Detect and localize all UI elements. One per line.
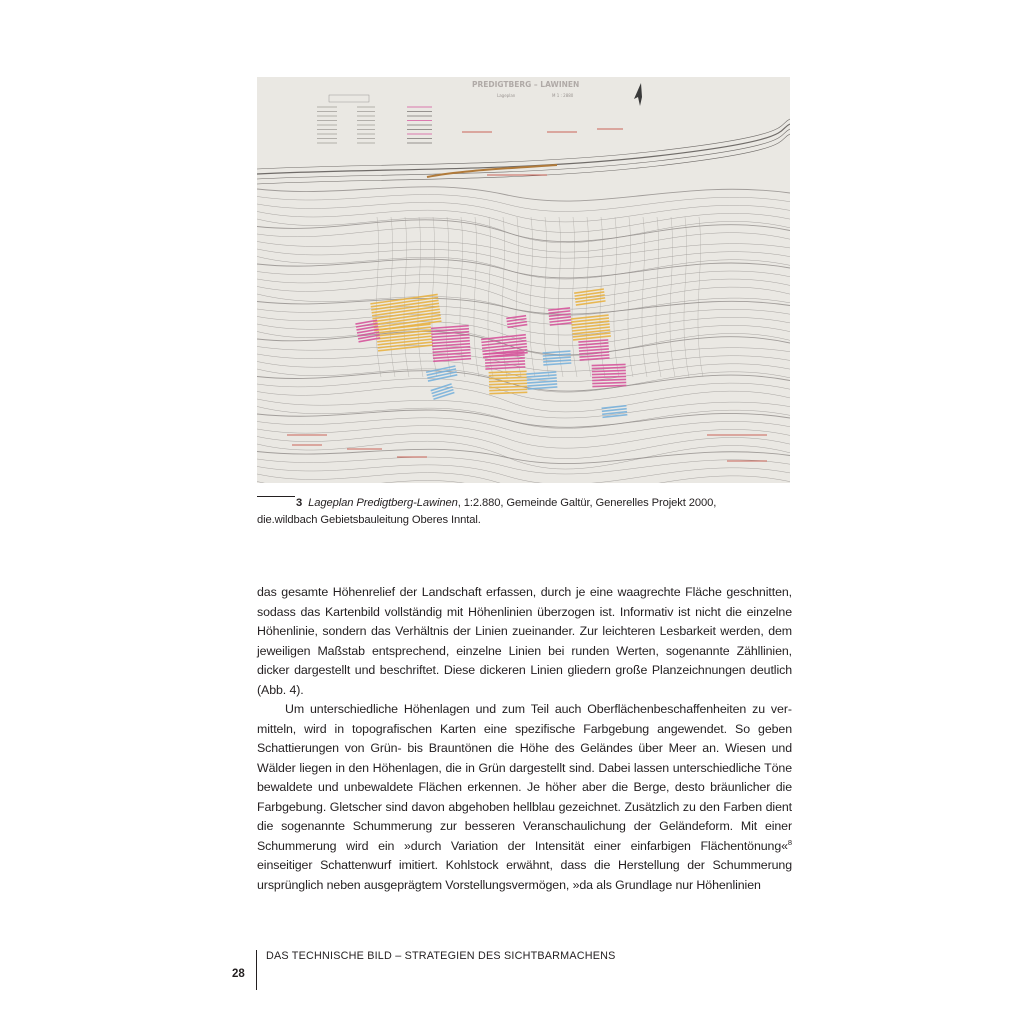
- caption-text: , 1:2.880, Gemeinde Galtür, Generelles Projekt 2000,: [457, 497, 717, 509]
- map-image: [257, 77, 790, 483]
- paragraph-text: einseitiger Schattenwurf imitiert. Kohlstock erwähnt, dass die Herstellung der Schummerung ursprünglich neben ausgeprägtem Vorstellungsvermögen, »da als Grundlage nur Höhenlinien: [257, 858, 792, 892]
- map-scale: M 1 : 2880: [552, 93, 574, 98]
- paragraph: [257, 700, 792, 895]
- paragraph: das gesamte Höhenrelief der Landschaft erfassen, durch je eine waagrechte Fläche geschnitten, sodass das Kartenbild vollständig mit Höhenlinien überzogen ist. Informativ ist nicht die einzelne Höhenlinie, sondern das Verhältnis der Linien zueinander. Zur leichteren Lesbarkeit werden, dem jeweiligen Maßstab entsprechend, einzelne Linien bei runden Werten, sogenannte Zähllinien, dicker dargestellt und beschriftet. Diese dickeren Linien gliedern große Planzeichnungen deutlich (Abb. 4).: [257, 585, 792, 697]
- footer-rule: [256, 950, 257, 990]
- map-subtitle: Lageplan: [497, 93, 516, 98]
- map-figure: [257, 77, 790, 483]
- footnote-reference: 8: [787, 837, 792, 847]
- page-number: 28: [232, 968, 245, 980]
- paragraph-text: Um unterschiedliche Höhenlagen und zum Teil auch Oberflächenbeschaffenheiten zu vermitteln, wird in topografischen Karten eine spezifische Farbgebung angewendet. So geben Schattierungen von Grün- bis Brauntönen die Höhe des Geländes über Meer an. Wiesen und Wälder liegen in den Höhenlagen, die in Grün dargestellt sind. Dabei lassen unterschiedliche Töne bewaldete und unbewaldete Flächen erkennen. Je höher aber die Berge, desto bräunlicher die Farbgebung. Gletscher sind davon abgehoben hellblau gezeichnet. Zusätzlich zu den Farben dient die sogenannte Schummerung zur besseren Veranschaulichung der Geländeform. Mit einer Schummerung wird ein »durch Variation der Intensität einer einfarbigen Flächentönung«: [257, 702, 792, 853]
- caption-text-line2: die.wildbach Gebietsbauleitung Oberes Inntal.: [257, 514, 481, 526]
- caption-title: Lageplan Predigtberg-Lawinen: [308, 497, 458, 509]
- figure-caption: [257, 495, 797, 529]
- map-title: PREDIGTBERG – LAWINEN: [472, 80, 580, 89]
- body-text: [257, 583, 792, 895]
- running-title: DAS TECHNISCHE BILD – STRATEGIEN DES SICHTBARMACHENS: [266, 950, 616, 962]
- caption-number: 3: [296, 497, 303, 509]
